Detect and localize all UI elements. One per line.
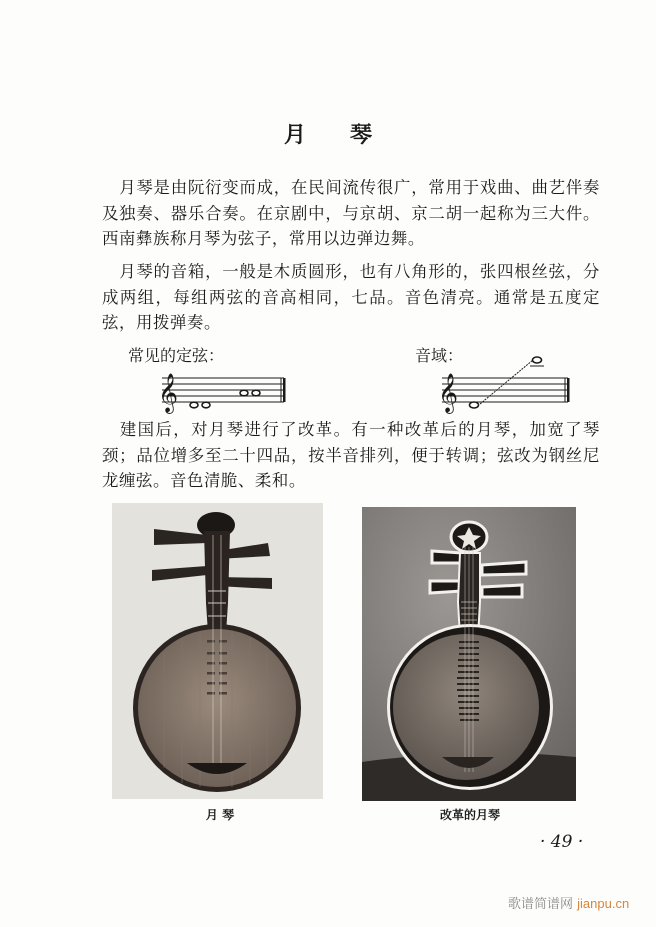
caption-reformed-yueqin: 改革的月琴	[439, 808, 500, 822]
reformed-yueqin-photo	[362, 507, 576, 801]
yueqin-photo	[112, 503, 323, 799]
watermark-cn: 歌谱简谱网	[508, 897, 574, 912]
tuning-label: 常见的定弦：	[128, 346, 225, 365]
treble-clef-icon: 𝄞	[438, 373, 459, 413]
page-number: · 49 ·	[540, 832, 584, 852]
paragraph-text: 月琴的音箱，一般是木质圆形，也有八角形的，张四根丝弦，分成两组，每组两弦的音高相同，七品。音色清亮。通常是五度定弦，用拨弹奏。	[102, 262, 600, 332]
watermark-en: jianpu.cn	[577, 896, 630, 911]
range-label: 音域：	[415, 346, 464, 365]
watermark	[508, 893, 629, 912]
paragraph-reform	[102, 417, 600, 494]
paragraph-text: 建国后，对月琴进行了改革。有一种改革后的月琴，加宽了琴颈；品位增多至二十四品，按半音排列，便于转调；弦改为钢丝尼龙缠弦。音色清脆、柔和。	[102, 420, 600, 490]
paragraph-origin	[102, 175, 600, 252]
page-title	[0, 118, 656, 149]
paragraph-text: 月琴是由阮衍变而成，在民间流传很广，常用于戏曲、曲艺伴奏及独奏、器乐合奏。在京剧中，与京胡、京二胡一起称为三大件。西南彝族称月琴为弦子，常用以边弹边舞。	[102, 178, 600, 248]
paragraph-construction	[102, 259, 600, 336]
treble-clef-icon: 𝄞	[158, 373, 179, 413]
title-char-2: 琴	[350, 123, 373, 148]
range-staff	[432, 356, 577, 414]
caption-yueqin: 月 琴	[205, 808, 235, 822]
tuning-staff	[150, 362, 295, 414]
title-char-1: 月	[283, 123, 306, 148]
tuning-notes	[190, 390, 260, 408]
